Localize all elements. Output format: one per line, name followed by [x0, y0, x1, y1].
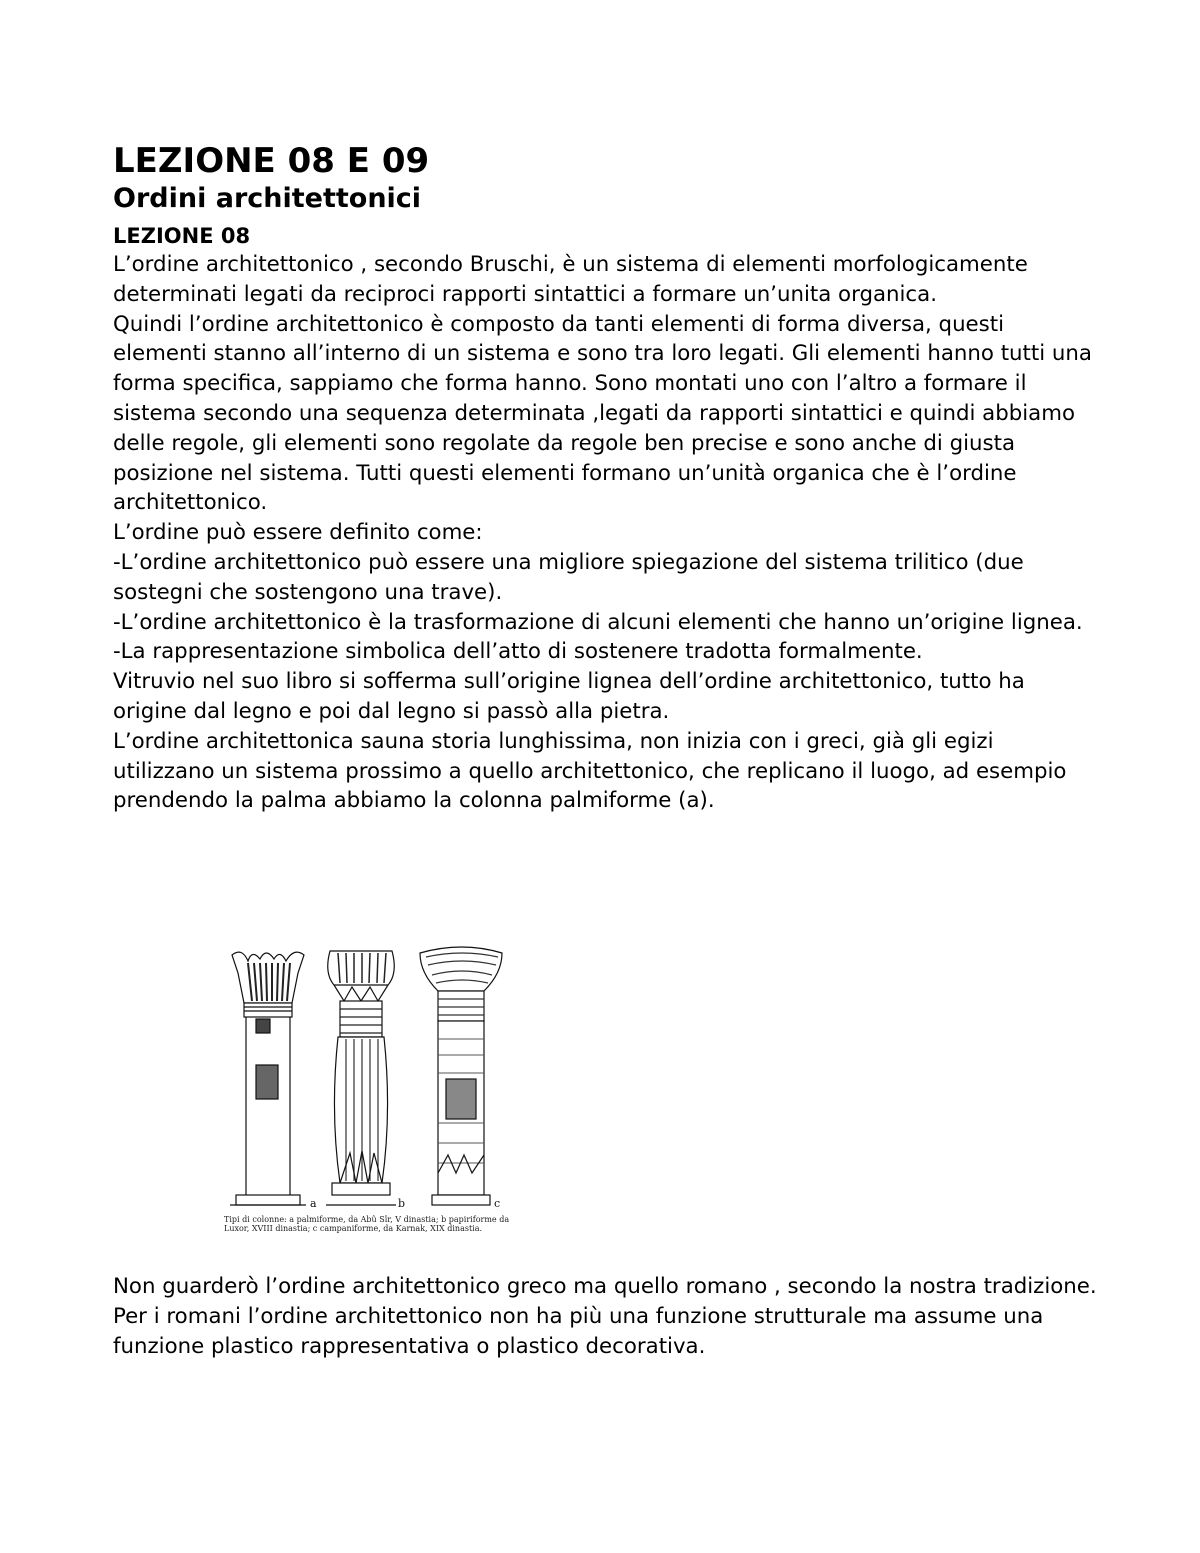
- paragraph-explanation: Quindi l’ordine architettonico è composto da tanti elementi di forma diversa, questi elementi stanno all’interno di un sistema e sono tra loro legati. Gli elementi hanno tutti una forma specifica, sappiamo che forma hanno. Sono montati uno con l’altro a formare il sistema secondo una sequenza determinata ,legati da rapporti sintattici e quindi abbiamo delle regole, gli elementi sono regolate da regole ben precise e sono anche di giusta posizione nel sistema. Tutti questi elementi formano un’unità organica che è l’ordine architettonico.: [113, 311, 1092, 516]
- figure-caption: Tipi di colonne: a palmiforme, da Abû Sîr, V dinastia; b papiriforme da Luxor, XVIII dinastia; c campaniforme, da Karnak, XIX dinastia.: [224, 1215, 510, 1233]
- paragraph-roman-order: Non guarderò l’ordine architettonico greco ma quello romano , secondo la nostra tradizione.: [113, 1274, 1097, 1299]
- paragraph-definition: L’ordine architettonico , secondo Bruschi, è un sistema di elementi morfologicamente determinati legati da reciproci rapporti sintattici a formare un’unita organica.: [113, 252, 1028, 307]
- paragraph-bullet-2: -L’ordine architettonico è la trasformazione di alcuni elementi che hanno un’origine lignea.: [113, 609, 1083, 635]
- egyptian-columns-illustration: [222, 943, 512, 1213]
- paragraph-definition-intro: L’ordine può essere definito come:: [113, 520, 483, 546]
- papyriform-column-drawing: [326, 951, 396, 1205]
- document-title: LEZIONE 08 E 09: [113, 141, 430, 181]
- figure-label-a: a: [310, 1197, 317, 1210]
- palmiform-column-drawing: [230, 952, 306, 1205]
- campaniform-column-drawing: [420, 947, 502, 1205]
- figure-label-c: c: [494, 1197, 501, 1210]
- section-heading: LEZIONE 08: [113, 224, 251, 248]
- document-subtitle: Ordini architettonici: [113, 183, 422, 214]
- paragraph-egizi: L’ordine architettonica sauna storia lunghissima, non inizia con i greci, già gli egizi utilizzano un sistema prossimo a quello architettonico, che replicano il luogo, ad esempio prendendo la palma abbiamo la colonna palmiforme (a).: [113, 728, 1067, 814]
- paragraph-bullet-3: -La rappresentazione simbolica dell’atto di sostenere tradotta formalmente.: [113, 639, 923, 665]
- paragraph-bullet-1: -L’ordine architettonico può essere una migliore spiegazione del sistema trilitico (due sostegni che sostengono una trave).: [113, 549, 1024, 605]
- document-body-continued: [113, 1272, 1098, 1361]
- paragraph-roman-function: Per i romani l’ordine architettonico non ha più una funzione strutturale ma assume una funzione plastico rappresentativa o plastico decorativa.: [113, 1303, 1044, 1359]
- egyptian-columns-figure: [222, 943, 512, 1237]
- figure-label-b: b: [398, 1197, 406, 1210]
- document-body: [113, 140, 1098, 816]
- paragraph-vitruvio: Vitruvio nel suo libro si sofferma sull’origine lignea dell’ordine architettonico, tutto ha origine dal legno e poi dal legno si passò alla pietra.: [113, 669, 1025, 724]
